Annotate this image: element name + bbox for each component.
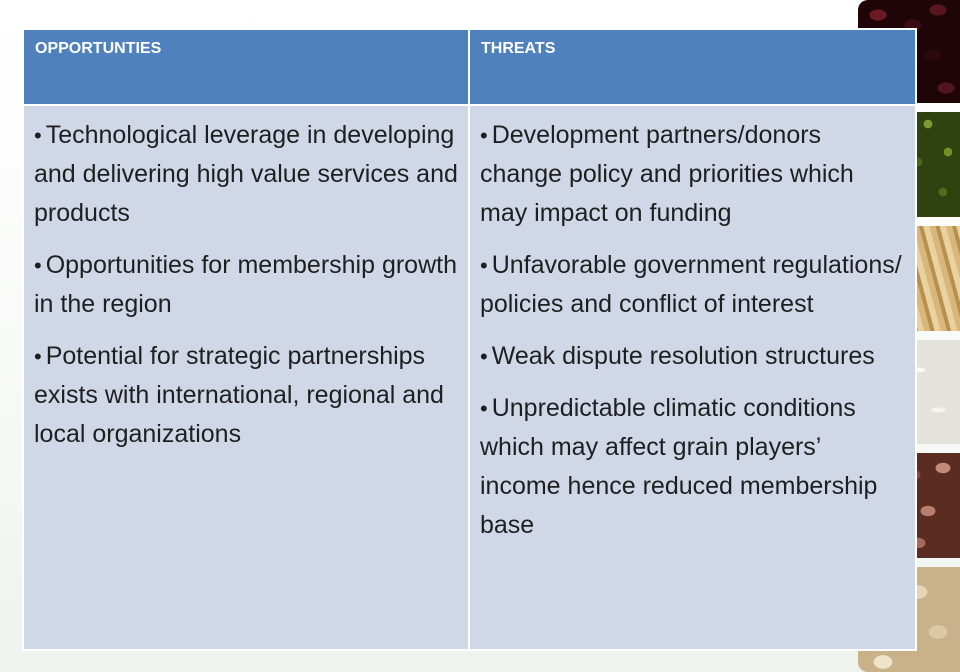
threat-text: Development partners/donors change policy and priorities which may impact on funding [480,121,854,227]
opportunities-header: OPPORTUNTIES [23,29,469,105]
list-item [480,116,905,233]
threat-text: Unfavorable government regulations/ policies and conflict of interest [480,251,902,318]
list-item [34,246,458,324]
threat-text: Weak dispute resolution structures [491,342,875,370]
opportunity-text: Technological leverage in developing and delivering high value services and products [34,121,458,227]
threats-list [480,116,905,545]
table-body-row [23,105,916,650]
bullet-icon: • [480,344,488,369]
opportunities-cell [23,105,469,650]
opportunity-text: Potential for strategic partnerships exists with international, regional and local organizations [34,342,444,448]
table-header-row [23,29,916,105]
bullet-icon: • [480,253,488,278]
list-item [34,116,458,233]
threat-text: Unpredictable climatic conditions which may affect grain players’ income hence reduced membership base [480,394,878,539]
list-item [34,337,458,454]
threats-header: THREATS [469,29,916,105]
list-item [480,389,905,545]
swot-table [22,28,917,651]
list-item [480,337,905,376]
bullet-icon: • [480,396,488,421]
opportunities-list [34,116,458,454]
bullet-icon: • [480,123,488,148]
opportunity-text: Opportunities for membership growth in the region [34,251,457,318]
bullet-icon: • [34,123,42,148]
threats-cell [469,105,916,650]
list-item [480,246,905,324]
bullet-icon: • [34,344,42,369]
bullet-icon: • [34,253,42,278]
